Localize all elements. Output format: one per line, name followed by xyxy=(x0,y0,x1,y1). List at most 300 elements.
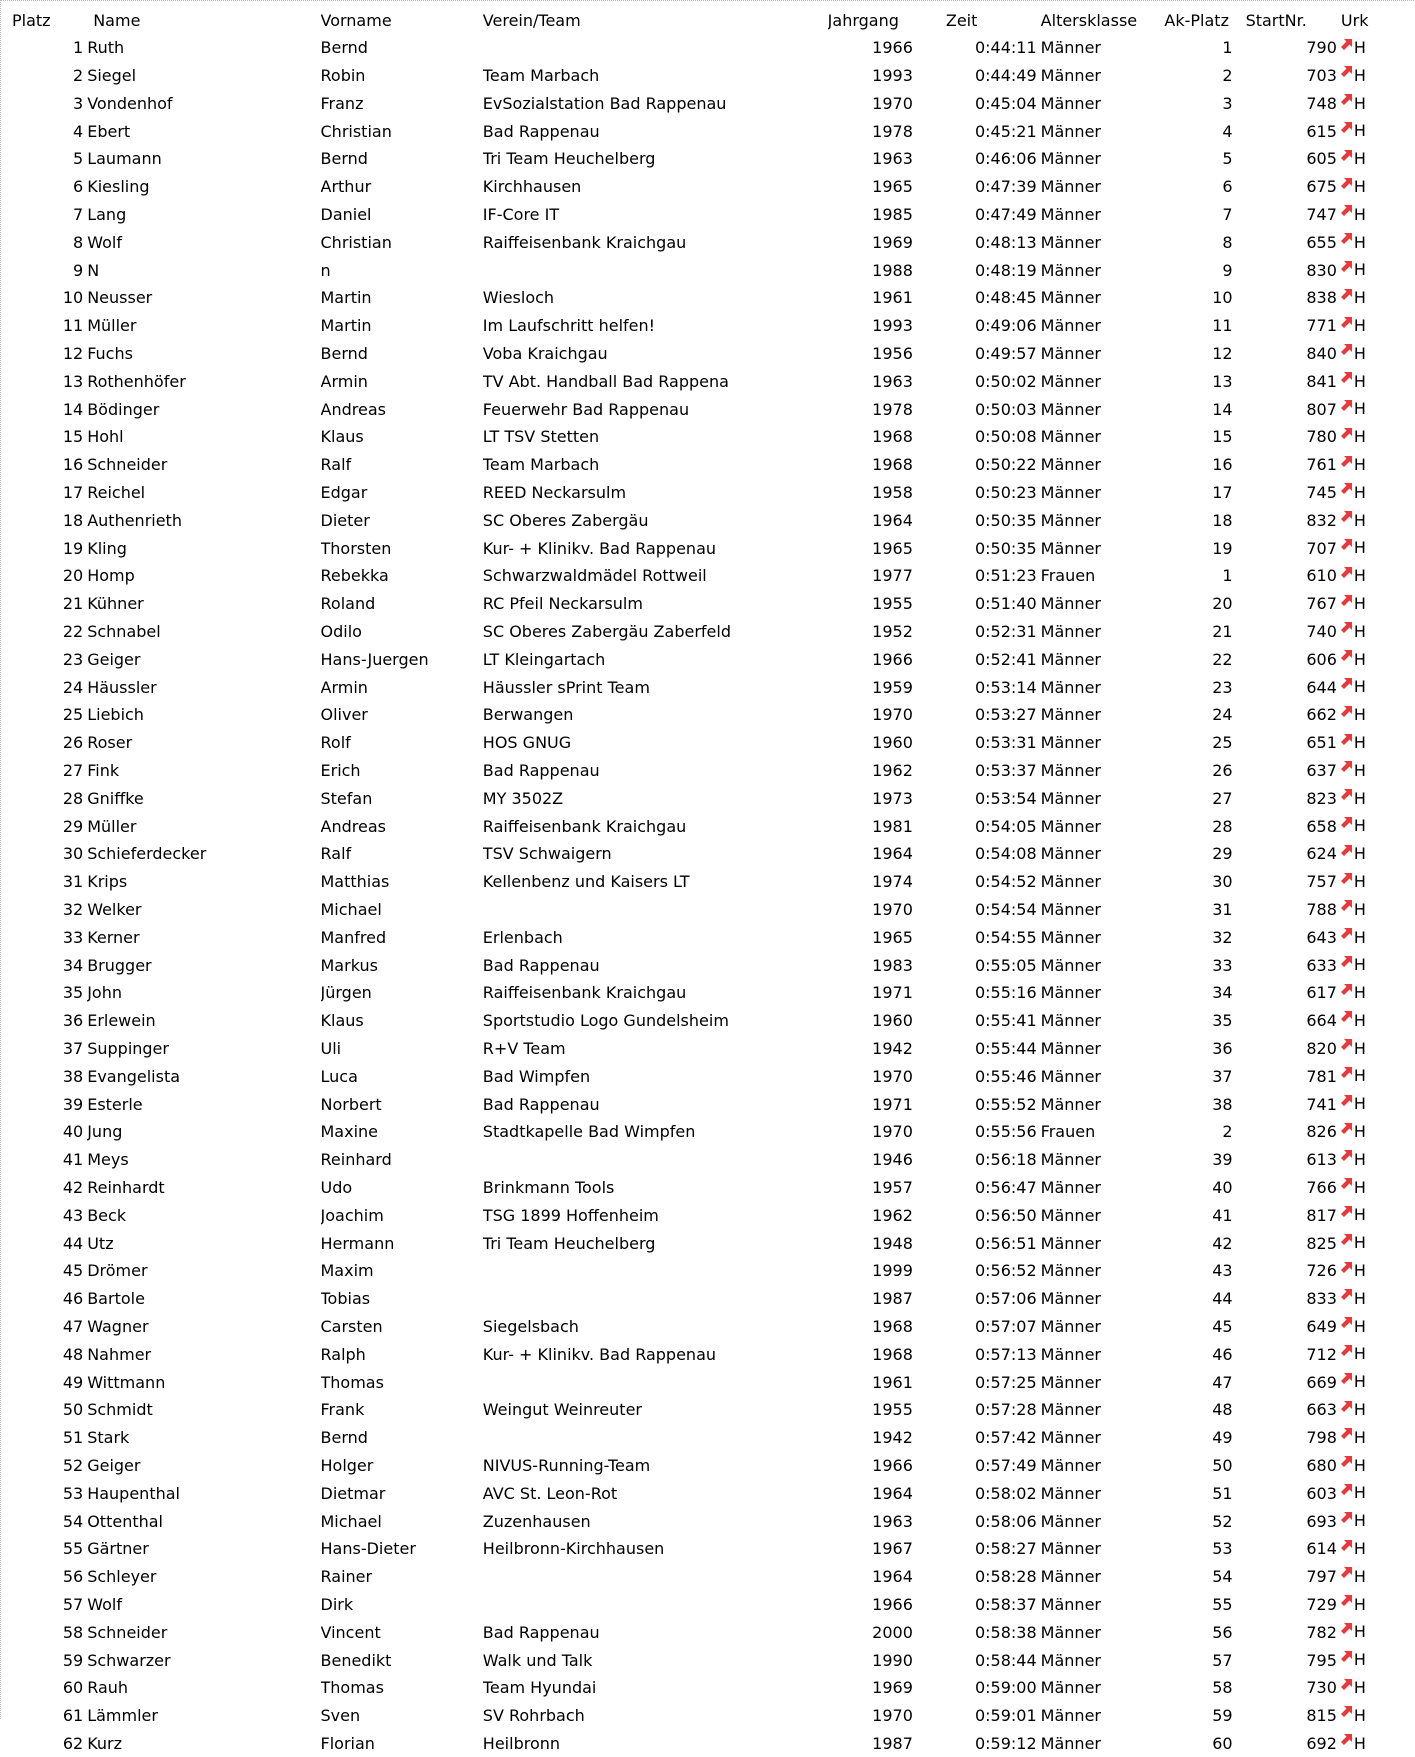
cell-jahrgang: 1999 xyxy=(872,1261,913,1281)
cell-ak-platz: 59 xyxy=(1212,1706,1233,1726)
cell-name: Laumann xyxy=(87,149,162,169)
urkunde-link[interactable] xyxy=(1341,1368,1366,1395)
urkunde-label: H xyxy=(1353,454,1366,474)
cell-ak-platz: 35 xyxy=(1212,1011,1233,1031)
cell-jahrgang: 1967 xyxy=(872,1539,913,1559)
cell-altersklasse: Männer xyxy=(1040,1372,1101,1392)
cell-platz: 24 xyxy=(62,677,84,697)
cell-jahrgang: 1971 xyxy=(872,1094,913,1114)
cell-zeit: 0:55:16 xyxy=(974,983,1037,1003)
cell-name: Siegel xyxy=(87,66,137,86)
arrow-link-icon xyxy=(1341,1733,1353,1745)
cell-ak-platz: 7 xyxy=(1222,205,1233,225)
cell-startnr: 817 xyxy=(1306,1205,1337,1225)
cell-altersklasse: Männer xyxy=(1040,1205,1101,1225)
cell-startnr: 651 xyxy=(1306,733,1337,753)
cell-verein: Team Marbach xyxy=(482,66,600,86)
cell-startnr: 606 xyxy=(1306,649,1337,669)
cell-startnr: 841 xyxy=(1306,371,1337,391)
urkunde-link[interactable] xyxy=(1341,479,1366,506)
urkunde-link[interactable] xyxy=(1341,1424,1366,1451)
urkunde-label: H xyxy=(1353,204,1366,224)
urkunde-label: H xyxy=(1353,149,1366,169)
urkunde-link[interactable] xyxy=(1341,1118,1366,1145)
table-row xyxy=(2,451,1414,479)
arrow-link-icon xyxy=(1341,538,1353,550)
cell-jahrgang: 1962 xyxy=(872,761,913,781)
cell-vorname: Martin xyxy=(320,288,372,308)
cell-vorname: Ralph xyxy=(320,1344,366,1364)
table-row xyxy=(2,1702,1414,1730)
cell-jahrgang: 1978 xyxy=(872,121,913,141)
urkunde-label: H xyxy=(1353,315,1366,335)
cell-altersklasse: Männer xyxy=(1040,1594,1101,1614)
arrow-link-icon xyxy=(1341,1483,1353,1495)
cell-zeit: 0:48:13 xyxy=(974,232,1037,252)
cell-urkunde xyxy=(1341,229,1414,257)
table-row xyxy=(2,812,1414,840)
cell-vorname: Ralf xyxy=(320,455,352,475)
urkunde-link[interactable] xyxy=(1341,395,1366,422)
cell-startnr: 815 xyxy=(1306,1706,1337,1726)
urkunde-label: H xyxy=(1353,1288,1366,1308)
urkunde-link[interactable] xyxy=(1341,34,1366,61)
cell-urkunde xyxy=(1341,1563,1414,1591)
cell-vorname: Joachim xyxy=(320,1205,384,1225)
header-ak-platz[interactable]: Ak-Platz xyxy=(1164,11,1229,30)
arrow-link-icon xyxy=(1341,316,1353,328)
urkunde-link[interactable] xyxy=(1341,979,1366,1006)
header-urkunde[interactable]: Urk xyxy=(1340,11,1369,30)
cell-ak-platz: 1 xyxy=(1222,38,1233,58)
urkunde-link[interactable] xyxy=(1341,1479,1366,1506)
cell-altersklasse: Männer xyxy=(1040,510,1101,530)
table-row xyxy=(2,145,1414,173)
cell-zeit: 0:50:35 xyxy=(974,510,1037,530)
cell-verein: Voba Kraichgau xyxy=(482,344,608,364)
table-row xyxy=(2,62,1414,90)
cell-name: Roser xyxy=(87,733,133,753)
cell-vorname: Hans-Juergen xyxy=(320,649,429,669)
urkunde-link[interactable] xyxy=(1341,507,1366,534)
cell-ak-platz: 6 xyxy=(1222,177,1233,197)
urkunde-link[interactable] xyxy=(1341,173,1366,200)
cell-jahrgang: 1965 xyxy=(872,538,913,558)
cell-vorname: Uli xyxy=(320,1038,342,1058)
urkunde-link[interactable] xyxy=(1341,673,1366,700)
urkunde-label: H xyxy=(1353,176,1366,196)
arrow-link-icon xyxy=(1341,1566,1353,1578)
arrow-link-icon xyxy=(1341,566,1353,578)
cell-jahrgang: 1942 xyxy=(872,1038,913,1058)
cell-urkunde xyxy=(1341,924,1414,952)
header-altersklasse[interactable]: Altersklasse xyxy=(1040,11,1138,30)
cell-altersklasse: Männer xyxy=(1040,1094,1101,1114)
header-verein[interactable]: Verein/Team xyxy=(482,11,581,30)
cell-name: Welker xyxy=(87,900,142,919)
urkunde-link[interactable] xyxy=(1341,1007,1366,1034)
urkunde-link[interactable] xyxy=(1341,1257,1366,1284)
cell-altersklasse: Männer xyxy=(1040,1344,1101,1364)
cell-ak-platz: 21 xyxy=(1212,622,1233,642)
cell-vorname: Carsten xyxy=(320,1316,383,1336)
cell-startnr: 644 xyxy=(1306,677,1337,697)
cell-name: Schieferdecker xyxy=(87,844,207,864)
urkunde-link[interactable] xyxy=(1341,1090,1366,1117)
cell-name: Authenrieth xyxy=(87,510,182,530)
cell-urkunde xyxy=(1341,1313,1414,1341)
cell-altersklasse: Männer xyxy=(1040,677,1101,697)
urkunde-link[interactable] xyxy=(1341,145,1366,172)
urkunde-label: H xyxy=(1353,1233,1366,1253)
header-platz[interactable]: Platz xyxy=(12,11,51,30)
table-row xyxy=(2,979,1414,1007)
cell-verein xyxy=(483,1591,828,1619)
urkunde-link[interactable] xyxy=(1341,1201,1366,1228)
cell-vorname: Christian xyxy=(320,121,392,141)
cell-jahrgang: 1952 xyxy=(872,622,913,642)
cell-vorname: Luca xyxy=(320,1066,358,1086)
cell-startnr: 729 xyxy=(1306,1594,1337,1614)
cell-platz: 44 xyxy=(62,1233,84,1253)
urkunde-link[interactable] xyxy=(1341,423,1366,450)
cell-jahrgang: 1963 xyxy=(872,149,913,169)
table-row xyxy=(2,1452,1414,1480)
cell-ak-platz: 50 xyxy=(1212,1455,1233,1475)
cell-startnr: 649 xyxy=(1306,1316,1337,1336)
cell-zeit: 0:52:31 xyxy=(974,622,1037,642)
cell-vorname: Franz xyxy=(320,93,364,113)
urkunde-link[interactable] xyxy=(1341,1035,1366,1062)
urkunde-label: H xyxy=(1353,1316,1366,1336)
urkunde-link[interactable] xyxy=(1341,757,1366,784)
cell-vorname: Frank xyxy=(320,1400,365,1420)
urkunde-label: H xyxy=(1353,1511,1366,1531)
cell-altersklasse: Männer xyxy=(1040,1678,1101,1698)
cell-name: Neusser xyxy=(87,288,153,308)
urkunde-link[interactable] xyxy=(1341,1535,1366,1562)
arrow-link-icon xyxy=(1341,1316,1353,1328)
cell-jahrgang: 1970 xyxy=(872,1122,913,1142)
urkunde-link[interactable] xyxy=(1341,868,1366,895)
cell-ak-platz: 55 xyxy=(1212,1594,1233,1614)
cell-vorname: Stefan xyxy=(320,788,373,808)
cell-urkunde xyxy=(1341,34,1414,62)
table-row xyxy=(2,701,1414,729)
cell-altersklasse: Männer xyxy=(1040,844,1101,864)
urkunde-link[interactable] xyxy=(1341,1396,1366,1423)
urkunde-label: H xyxy=(1353,232,1366,252)
cell-name: Geiger xyxy=(87,649,141,669)
urkunde-link[interactable] xyxy=(1341,1646,1366,1673)
urkunde-link[interactable] xyxy=(1341,1730,1366,1757)
cell-urkunde xyxy=(1341,729,1414,757)
cell-jahrgang: 1993 xyxy=(872,316,913,336)
cell-vorname: Maxine xyxy=(320,1122,379,1142)
table-row xyxy=(2,1618,1414,1646)
cell-vorname: Reinhard xyxy=(320,1150,392,1170)
cell-platz: 54 xyxy=(62,1511,84,1531)
cell-startnr: 781 xyxy=(1306,1066,1337,1086)
cell-urkunde xyxy=(1341,1730,1414,1757)
cell-startnr: 703 xyxy=(1306,66,1337,86)
cell-jahrgang: 1966 xyxy=(872,1455,913,1475)
table-row xyxy=(2,284,1414,312)
cell-zeit: 0:53:37 xyxy=(974,761,1037,781)
cell-altersklasse: Männer xyxy=(1040,1650,1101,1670)
urkunde-link[interactable] xyxy=(1341,618,1366,645)
header-zeit[interactable]: Zeit xyxy=(945,11,978,30)
cell-vorname: Rebekka xyxy=(320,566,389,586)
urkunde-link[interactable] xyxy=(1341,1674,1366,1701)
urkunde-link[interactable] xyxy=(1341,1702,1366,1729)
cell-jahrgang: 1958 xyxy=(872,483,913,503)
cell-startnr: 617 xyxy=(1306,983,1337,1003)
urkunde-link[interactable] xyxy=(1341,1174,1366,1201)
urkunde-link[interactable] xyxy=(1341,534,1366,561)
cell-startnr: 830 xyxy=(1306,260,1337,280)
urkunde-link[interactable] xyxy=(1341,924,1366,951)
cell-startnr: 766 xyxy=(1306,1177,1337,1197)
cell-altersklasse: Männer xyxy=(1040,232,1101,252)
table-row xyxy=(2,1174,1414,1202)
cell-vorname: Andreas xyxy=(320,816,386,836)
table-row xyxy=(2,1535,1414,1563)
table-row xyxy=(2,1118,1414,1146)
cell-verein: Team Hyundai xyxy=(482,1678,597,1698)
urkunde-label: H xyxy=(1353,816,1366,836)
header-name[interactable]: Name xyxy=(93,11,141,30)
cell-zeit: 0:48:45 xyxy=(974,288,1037,308)
urkunde-label: H xyxy=(1353,399,1366,419)
cell-zeit: 0:54:55 xyxy=(974,927,1037,947)
cell-verein: Bad Rappenau xyxy=(482,1094,600,1114)
cell-platz: 32 xyxy=(62,900,84,919)
urkunde-link[interactable] xyxy=(1341,701,1366,728)
cell-name: Reichel xyxy=(87,483,146,503)
cell-urkunde xyxy=(1341,1090,1414,1118)
urkunde-link[interactable] xyxy=(1341,201,1366,228)
header-vorname[interactable]: Vorname xyxy=(320,11,392,30)
cell-urkunde xyxy=(1341,1702,1414,1730)
cell-altersklasse: Männer xyxy=(1040,1261,1101,1281)
urkunde-label: H xyxy=(1353,1010,1366,1030)
urkunde-link[interactable] xyxy=(1341,562,1366,589)
cell-verein: TSV Schwaigern xyxy=(482,844,612,864)
header-jahrgang[interactable]: Jahrgang xyxy=(827,11,899,30)
urkunde-link[interactable] xyxy=(1341,840,1366,867)
urkunde-link[interactable] xyxy=(1341,312,1366,339)
cell-verein: Kirchhausen xyxy=(482,177,582,197)
cell-startnr: 643 xyxy=(1306,927,1337,947)
urkunde-label: H xyxy=(1353,510,1366,530)
arrow-link-icon xyxy=(1341,65,1353,77)
cell-zeit: 0:46:06 xyxy=(974,149,1037,169)
cell-verein: Raiffeisenbank Kraichgau xyxy=(482,232,687,252)
cell-urkunde xyxy=(1341,1591,1414,1619)
urkunde-link[interactable] xyxy=(1341,1591,1366,1618)
urkunde-link[interactable] xyxy=(1341,729,1366,756)
urkunde-link[interactable] xyxy=(1341,785,1366,812)
cell-ak-platz: 31 xyxy=(1212,900,1233,919)
urkunde-link[interactable] xyxy=(1341,1313,1366,1340)
cell-verein: SC Oberes Zabergäu xyxy=(482,510,649,530)
cell-platz: 60 xyxy=(62,1678,84,1698)
cell-platz: 59 xyxy=(62,1650,84,1670)
urkunde-link[interactable] xyxy=(1341,256,1366,283)
cell-platz: 9 xyxy=(73,260,84,280)
cell-verein xyxy=(483,1146,828,1174)
cell-verein: Kur- + Klinikv. Bad Rappenau xyxy=(482,1344,717,1364)
cell-urkunde xyxy=(1341,62,1414,90)
cell-startnr: 637 xyxy=(1306,761,1337,781)
urkunde-link[interactable] xyxy=(1341,646,1366,673)
table-row xyxy=(2,1396,1414,1424)
cell-ak-platz: 24 xyxy=(1212,705,1233,725)
cell-platz: 31 xyxy=(62,872,84,892)
cell-vorname: Oliver xyxy=(320,705,368,725)
table-row xyxy=(2,1035,1414,1063)
cell-name: Gniffke xyxy=(87,788,144,808)
cell-jahrgang: 1946 xyxy=(872,1150,913,1170)
cell-urkunde xyxy=(1341,312,1414,340)
table-row xyxy=(2,618,1414,646)
cell-altersklasse: Frauen xyxy=(1040,566,1096,586)
urkunde-link[interactable] xyxy=(1341,1452,1366,1479)
arrow-link-icon xyxy=(1341,482,1353,494)
cell-zeit: 0:56:47 xyxy=(974,1177,1037,1197)
urkunde-label: H xyxy=(1353,621,1366,641)
urkunde-label: H xyxy=(1353,1650,1366,1670)
table-row xyxy=(2,507,1414,535)
cell-ak-platz: 57 xyxy=(1212,1650,1233,1670)
arrow-link-icon xyxy=(1341,1594,1353,1606)
urkunde-link[interactable] xyxy=(1341,340,1366,367)
cell-startnr: 692 xyxy=(1306,1733,1337,1753)
urkunde-label: H xyxy=(1353,1066,1366,1086)
cell-vorname: Armin xyxy=(320,371,368,391)
table-row xyxy=(2,1007,1414,1035)
arrow-link-icon xyxy=(1341,1622,1353,1634)
cell-platz: 51 xyxy=(62,1428,84,1448)
urkunde-label: H xyxy=(1353,1427,1366,1447)
cell-verein: Feuerwehr Bad Rappenau xyxy=(482,399,690,419)
cell-urkunde xyxy=(1341,507,1414,535)
cell-jahrgang: 1974 xyxy=(872,872,913,892)
cell-name: Krips xyxy=(87,872,128,892)
table-row xyxy=(2,1146,1414,1174)
cell-urkunde xyxy=(1341,979,1414,1007)
urkunde-link[interactable] xyxy=(1341,284,1366,311)
urkunde-link[interactable] xyxy=(1341,1618,1366,1645)
cell-vorname: Dietmar xyxy=(320,1483,386,1503)
urkunde-link[interactable] xyxy=(1341,229,1366,256)
table-row xyxy=(2,479,1414,507)
cell-platz: 25 xyxy=(62,705,84,725)
cell-verein: Kellenbenz und Kaisers LT xyxy=(482,872,690,892)
arrow-link-icon xyxy=(1341,260,1353,272)
cell-urkunde xyxy=(1341,479,1414,507)
cell-altersklasse: Männer xyxy=(1040,316,1101,336)
urkunde-link[interactable] xyxy=(1341,1340,1366,1367)
urkunde-link[interactable] xyxy=(1341,1146,1366,1173)
cell-urkunde xyxy=(1341,590,1414,618)
urkunde-label: H xyxy=(1353,538,1366,558)
table-row xyxy=(2,785,1414,813)
cell-altersklasse: Männer xyxy=(1040,455,1101,475)
urkunde-link[interactable] xyxy=(1341,451,1366,478)
arrow-link-icon xyxy=(1341,1427,1353,1439)
cell-jahrgang: 1964 xyxy=(872,844,913,864)
cell-zeit: 0:57:28 xyxy=(974,1400,1037,1420)
cell-urkunde xyxy=(1341,1479,1414,1507)
cell-verein: Bad Rappenau xyxy=(482,761,600,781)
cell-altersklasse: Männer xyxy=(1040,427,1101,447)
cell-urkunde xyxy=(1341,368,1414,396)
cell-altersklasse: Männer xyxy=(1040,1400,1101,1420)
urkunde-link[interactable] xyxy=(1341,90,1366,117)
cell-ak-platz: 16 xyxy=(1212,455,1233,475)
arrow-link-icon xyxy=(1341,1539,1353,1551)
cell-jahrgang: 1966 xyxy=(872,1594,913,1614)
urkunde-link[interactable] xyxy=(1341,590,1366,617)
urkunde-link[interactable] xyxy=(1341,951,1366,978)
cell-name: Fuchs xyxy=(87,344,133,364)
cell-jahrgang: 1993 xyxy=(872,66,913,86)
urkunde-link[interactable] xyxy=(1341,368,1366,395)
urkunde-label: H xyxy=(1353,760,1366,780)
cell-altersklasse: Männer xyxy=(1040,927,1101,947)
cell-name: Evangelista xyxy=(87,1066,181,1086)
urkunde-link[interactable] xyxy=(1341,896,1366,923)
cell-startnr: 771 xyxy=(1306,316,1337,336)
cell-ak-platz: 25 xyxy=(1212,733,1233,753)
cell-altersklasse: Männer xyxy=(1040,1289,1101,1309)
cell-ak-platz: 10 xyxy=(1212,288,1233,308)
cell-startnr: 633 xyxy=(1306,955,1337,975)
cell-ak-platz: 34 xyxy=(1212,983,1233,1003)
urkunde-link[interactable] xyxy=(1341,1563,1366,1590)
urkunde-link[interactable] xyxy=(1341,1229,1366,1256)
cell-vorname: Thomas xyxy=(320,1372,384,1392)
cell-zeit: 0:57:06 xyxy=(974,1289,1037,1309)
table-row xyxy=(2,534,1414,562)
cell-verein: Sportstudio Logo Gundelsheim xyxy=(482,1011,729,1031)
urkunde-link[interactable] xyxy=(1341,62,1366,89)
cell-ak-platz: 33 xyxy=(1212,955,1233,975)
cell-platz: 62 xyxy=(62,1733,84,1753)
cell-jahrgang: 1970 xyxy=(872,900,913,919)
urkunde-link[interactable] xyxy=(1341,117,1366,144)
cell-ak-platz: 11 xyxy=(1212,316,1233,336)
cell-zeit: 0:55:46 xyxy=(974,1066,1037,1086)
cell-startnr: 833 xyxy=(1306,1289,1337,1309)
cell-zeit: 0:53:14 xyxy=(974,677,1037,697)
urkunde-label: H xyxy=(1353,1038,1366,1058)
urkunde-link[interactable] xyxy=(1341,1285,1366,1312)
urkunde-link[interactable] xyxy=(1341,1062,1366,1089)
cell-platz: 13 xyxy=(62,371,84,391)
cell-jahrgang: 1960 xyxy=(872,1011,913,1031)
cell-verein: SC Oberes Zabergäu Zaberfeld xyxy=(482,622,731,642)
urkunde-link[interactable] xyxy=(1341,1507,1366,1534)
urkunde-link[interactable] xyxy=(1341,812,1366,839)
cell-platz: 12 xyxy=(62,344,84,364)
arrow-link-icon xyxy=(1341,1455,1353,1467)
cell-platz: 30 xyxy=(62,844,84,864)
arrow-link-icon xyxy=(1341,455,1353,467)
header-startnr[interactable]: StartNr. xyxy=(1245,11,1307,30)
